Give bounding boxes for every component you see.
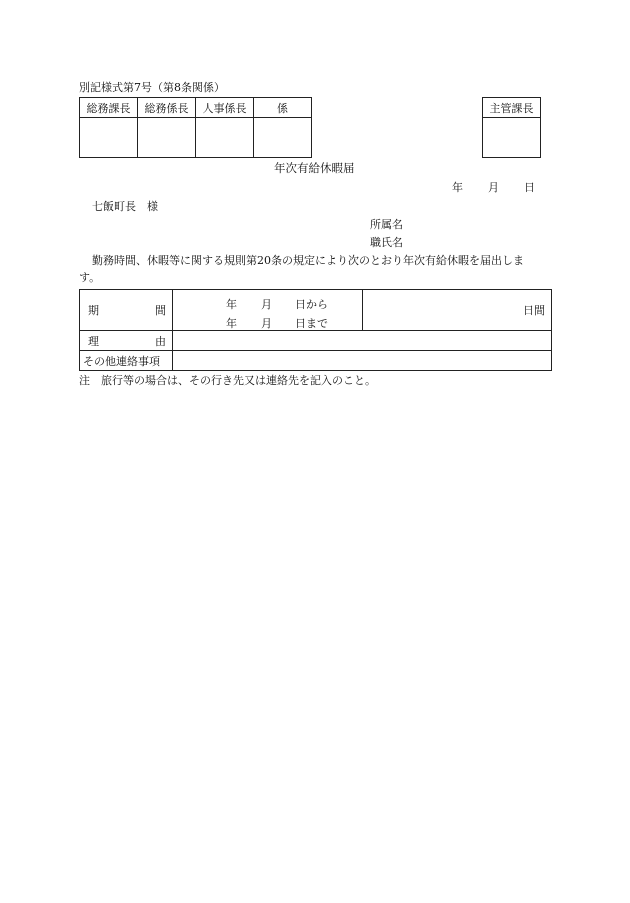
days-count-cell[interactable] <box>363 290 552 331</box>
footnote: 注 旅行等の場合は、その行き先又は連絡先を記入のこと。 <box>79 374 376 387</box>
to-day-label: 日まで <box>295 317 328 330</box>
from-year-label: 年 <box>226 298 237 311</box>
leave-form-table <box>79 289 552 371</box>
date-month-label: 月 <box>488 181 499 194</box>
stamp-header-general-affairs-chief: 総務課長 <box>80 98 138 118</box>
stamp-header-staff: 係 <box>254 98 312 118</box>
period-dates-cell[interactable] <box>173 290 363 331</box>
affiliation-label: 所属名 <box>370 218 403 231</box>
other-contact-input-cell[interactable] <box>173 351 552 371</box>
form-number: 別記様式第7号（第8条関係） <box>79 81 225 94</box>
stamp-header-supervising-chief: 主管課長 <box>483 98 541 118</box>
stamp-header-personnel-subchief: 人事係長 <box>196 98 254 118</box>
from-day-label: 日から <box>295 298 328 311</box>
supervisor-stamp-table <box>482 97 541 158</box>
body-text-line1: 勤務時間、休暇等に関する規則第20条の規定により次のとおり年次有給休暇を届出しま <box>92 254 524 267</box>
body-text-line2: す。 <box>79 271 101 284</box>
approval-stamp-table <box>79 97 312 158</box>
other-contact-label-cell <box>80 351 173 371</box>
period-label-b: 間 <box>155 304 166 317</box>
days-label: 日間 <box>523 304 545 317</box>
reason-input-cell[interactable] <box>173 331 552 351</box>
stamp-box-general-affairs-subchief[interactable] <box>138 118 196 158</box>
date-day-label: 日 <box>524 181 535 194</box>
reason-label-b: 由 <box>155 334 166 348</box>
date-year-label: 年 <box>452 181 463 194</box>
period-label-cell <box>80 290 173 331</box>
stamp-box-staff[interactable] <box>254 118 312 158</box>
reason-label-a: 理 <box>88 334 99 348</box>
other-contact-label: その他連絡事項 <box>83 354 160 368</box>
document-title: 年次有給休暇届 <box>274 161 355 175</box>
addressee: 七飯町長 様 <box>92 200 158 213</box>
from-month-label: 月 <box>261 298 272 311</box>
to-year-label: 年 <box>226 317 237 330</box>
stamp-box-personnel-subchief[interactable] <box>196 118 254 158</box>
stamp-box-general-affairs-chief[interactable] <box>80 118 138 158</box>
reason-label-cell <box>80 331 173 351</box>
period-label-a: 期 <box>88 304 99 317</box>
stamp-box-supervising-chief[interactable] <box>483 118 541 158</box>
name-label: 職氏名 <box>370 236 403 249</box>
to-month-label: 月 <box>261 317 272 330</box>
stamp-header-general-affairs-subchief: 総務係長 <box>138 98 196 118</box>
